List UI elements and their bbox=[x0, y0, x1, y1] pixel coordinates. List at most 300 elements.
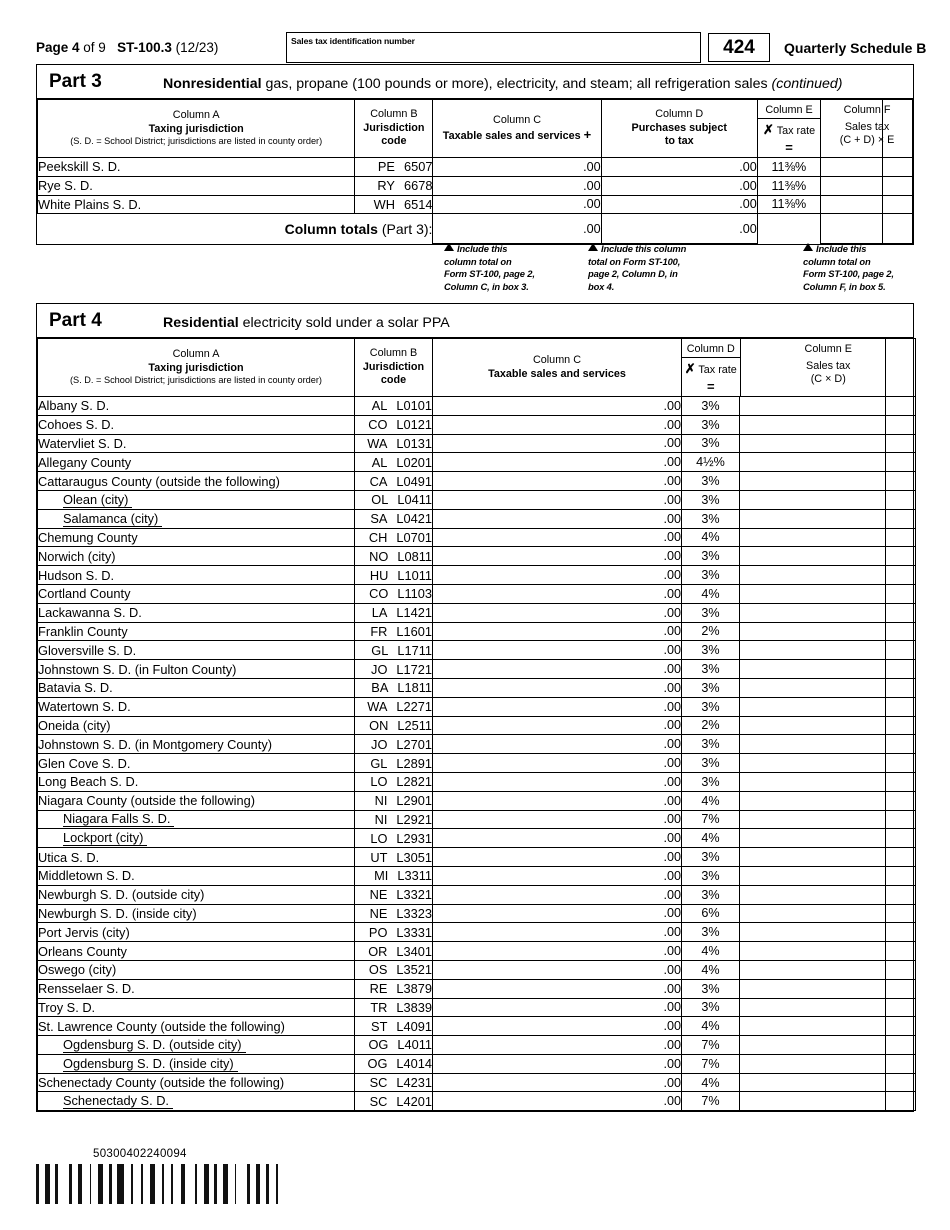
jurisdiction-code-cell: PO L3331 bbox=[355, 923, 433, 942]
tax-rate-cell: 3% bbox=[682, 472, 740, 491]
cents-cell[interactable] bbox=[886, 566, 916, 585]
cents-cell[interactable] bbox=[886, 660, 916, 679]
taxable-sales-input[interactable]: .00 bbox=[433, 509, 682, 528]
barcode-number: 50300402240094 bbox=[93, 1148, 187, 1160]
part-4-col-a-header bbox=[38, 339, 355, 397]
tax-rate-cell: 3% bbox=[682, 547, 740, 566]
part-4-desc-bold: Residential bbox=[163, 315, 239, 331]
part-4-table bbox=[37, 338, 916, 1111]
jurisdiction-code-cell: JO L2701 bbox=[355, 735, 433, 754]
sales-tax-input[interactable] bbox=[740, 810, 886, 829]
tax-rate-cell: 3% bbox=[682, 509, 740, 528]
p4-col-e-sub: (C × D) bbox=[810, 372, 846, 385]
sales-tax-input[interactable] bbox=[740, 415, 886, 434]
jurisdiction-code-cell: CO L1103 bbox=[355, 584, 433, 603]
sales-tax-input[interactable] bbox=[740, 397, 886, 416]
table-row bbox=[38, 509, 916, 528]
jurisdiction-cell bbox=[38, 810, 355, 829]
jurisdiction-code-cell: SC L4231 bbox=[355, 1073, 433, 1092]
jurisdiction-code-cell: WA L0131 bbox=[355, 434, 433, 453]
table-row bbox=[38, 434, 916, 453]
sales-tax-input[interactable] bbox=[740, 584, 886, 603]
sales-tax-input[interactable] bbox=[740, 791, 886, 810]
part-4-section bbox=[36, 303, 914, 1112]
tax-rate-cell: 3% bbox=[682, 566, 740, 585]
jurisdiction-cell: Cohoes S. D. bbox=[38, 415, 355, 434]
p4-col-e-title: Sales tax bbox=[806, 359, 851, 372]
cents-cell[interactable] bbox=[886, 622, 916, 641]
cents-cell[interactable] bbox=[886, 772, 916, 791]
schedule-title: Quarterly Schedule B bbox=[784, 40, 927, 56]
jurisdiction-cell bbox=[38, 1092, 355, 1111]
sales-tax-input[interactable] bbox=[740, 1073, 886, 1092]
cents-cell[interactable] bbox=[886, 453, 916, 472]
sales-tax-input[interactable] bbox=[740, 979, 886, 998]
col-b-title1: Jurisdiction bbox=[363, 121, 425, 134]
sales-tax-input[interactable] bbox=[740, 603, 886, 622]
sales-tax-id-field[interactable] bbox=[286, 32, 701, 63]
tax-rate-cell: 3% bbox=[682, 641, 740, 660]
jurisdiction-cell: Batavia S. D. bbox=[38, 678, 355, 697]
cents-cell[interactable] bbox=[886, 490, 916, 509]
equals-icon: = bbox=[785, 140, 793, 155]
jurisdiction-code-cell: ON L2511 bbox=[355, 716, 433, 735]
tax-rate-cell: 7% bbox=[682, 810, 740, 829]
taxable-sales-input[interactable]: .00 bbox=[433, 566, 682, 585]
page-identifier bbox=[36, 40, 218, 55]
jurisdiction-cell: Oswego (city) bbox=[38, 960, 355, 979]
cents-cell[interactable] bbox=[882, 158, 912, 177]
table-row bbox=[38, 716, 916, 735]
sales-tax-input[interactable] bbox=[820, 158, 882, 177]
part-3-total-cents[interactable] bbox=[882, 214, 912, 244]
page-count-label: of 9 bbox=[79, 40, 106, 55]
sales-tax-input[interactable] bbox=[740, 434, 886, 453]
taxable-sales-input[interactable]: .00 bbox=[433, 866, 682, 885]
table-row bbox=[38, 942, 916, 961]
part-3-col-c-header bbox=[433, 100, 601, 158]
part-4-label: Part 4 bbox=[49, 310, 102, 331]
part-3-header-row bbox=[38, 100, 913, 158]
jurisdiction-code-cell: LA L1421 bbox=[355, 603, 433, 622]
col-b-title2: code bbox=[381, 135, 407, 148]
tax-rate-cell: 3% bbox=[682, 998, 740, 1017]
sales-tax-input[interactable] bbox=[740, 866, 886, 885]
jurisdiction-cell bbox=[38, 509, 355, 528]
table-row bbox=[38, 772, 916, 791]
cents-cell[interactable] bbox=[886, 434, 916, 453]
jurisdiction-code-cell: OG L4011 bbox=[355, 1036, 433, 1055]
table-row bbox=[38, 528, 916, 547]
totals-label-bold: Column totals bbox=[284, 221, 378, 238]
jurisdiction-cell: Utica S. D. bbox=[38, 848, 355, 867]
table-row bbox=[38, 415, 916, 434]
cents-cell[interactable] bbox=[886, 716, 916, 735]
tax-rate-cell: 3% bbox=[682, 754, 740, 773]
tax-rate-cell: 3% bbox=[682, 848, 740, 867]
taxable-sales-input[interactable]: .00 bbox=[433, 904, 682, 923]
tax-rate-cell: 11⅜% bbox=[757, 176, 820, 195]
taxable-sales-input[interactable]: .00 bbox=[433, 158, 601, 177]
sales-tax-input[interactable] bbox=[740, 848, 886, 867]
tax-rate-cell: 2% bbox=[682, 716, 740, 735]
sales-tax-input[interactable] bbox=[740, 697, 886, 716]
cents-cell[interactable] bbox=[886, 397, 916, 416]
part-3-description bbox=[163, 76, 842, 92]
taxable-sales-input[interactable]: .00 bbox=[433, 584, 682, 603]
tax-rate-cell: 3% bbox=[682, 772, 740, 791]
taxable-sales-input[interactable]: .00 bbox=[433, 641, 682, 660]
taxable-sales-input[interactable]: .00 bbox=[433, 176, 601, 195]
jurisdiction-cell: Rye S. D. bbox=[38, 176, 355, 195]
jurisdiction-code-cell: OG L4014 bbox=[355, 1054, 433, 1073]
taxable-sales-input[interactable]: .00 bbox=[433, 678, 682, 697]
cents-cell[interactable] bbox=[886, 904, 916, 923]
cents-cell[interactable] bbox=[882, 195, 912, 214]
jurisdiction-code-cell: RE L3879 bbox=[355, 979, 433, 998]
taxable-sales-input[interactable]: .00 bbox=[433, 528, 682, 547]
triangle-up-icon bbox=[444, 243, 454, 251]
sales-tax-input[interactable] bbox=[740, 678, 886, 697]
col-f-name: Column F bbox=[843, 104, 891, 117]
cents-cell[interactable] bbox=[886, 509, 916, 528]
p4-col-b-title1: Jurisdiction bbox=[362, 360, 425, 373]
form-code-badge: 424 bbox=[708, 33, 770, 62]
jurisdiction-cell: Oneida (city) bbox=[38, 716, 355, 735]
jurisdiction-code-cell: CA L0491 bbox=[355, 472, 433, 491]
jurisdiction-cell bbox=[38, 490, 355, 509]
col-e-name: Column E bbox=[765, 104, 813, 116]
table-row bbox=[38, 566, 916, 585]
table-row bbox=[38, 547, 916, 566]
cents-cell[interactable] bbox=[886, 791, 916, 810]
tax-rate-cell: 4% bbox=[682, 960, 740, 979]
table-row bbox=[38, 998, 916, 1017]
cents-cell[interactable] bbox=[886, 829, 916, 848]
sales-tax-input[interactable] bbox=[740, 772, 886, 791]
table-row bbox=[38, 660, 916, 679]
part-3-total-taxable[interactable]: .00 bbox=[433, 214, 601, 244]
col-f-sub: (C + D) × E bbox=[839, 133, 895, 146]
tax-rate-cell: 3% bbox=[682, 678, 740, 697]
cents-cell[interactable] bbox=[886, 1092, 916, 1111]
table-row bbox=[38, 697, 916, 716]
cents-cell[interactable] bbox=[886, 472, 916, 491]
jurisdiction-label: Schenectady S. D. bbox=[63, 1093, 173, 1109]
part-4-col-c-header bbox=[433, 339, 682, 397]
sales-tax-input[interactable] bbox=[740, 754, 886, 773]
part-3-desc-italic: (continued) bbox=[771, 76, 843, 92]
cents-cell[interactable] bbox=[886, 885, 916, 904]
tax-rate-cell: 3% bbox=[682, 660, 740, 679]
jurisdiction-code-cell: MI L3311 bbox=[355, 866, 433, 885]
taxable-sales-input[interactable]: .00 bbox=[433, 998, 682, 1017]
sales-tax-input[interactable] bbox=[740, 1092, 886, 1111]
jurisdiction-cell: Albany S. D. bbox=[38, 397, 355, 416]
taxable-sales-input[interactable]: .00 bbox=[433, 453, 682, 472]
col-a-title: Taxing jurisdiction bbox=[148, 122, 244, 135]
cents-cell[interactable] bbox=[886, 1036, 916, 1055]
jurisdiction-cell: Gloversville S. D. bbox=[38, 641, 355, 660]
table-row bbox=[38, 472, 916, 491]
jurisdiction-code-cell: CO L0121 bbox=[355, 415, 433, 434]
cents-cell[interactable] bbox=[886, 584, 916, 603]
tax-rate-cell: 3% bbox=[682, 490, 740, 509]
sales-tax-input[interactable] bbox=[740, 490, 886, 509]
taxable-sales-input[interactable]: .00 bbox=[433, 810, 682, 829]
part-3-total-salestax[interactable] bbox=[820, 214, 882, 244]
multiply-icon: ✗ bbox=[684, 361, 696, 376]
table-row bbox=[38, 829, 916, 848]
tax-rate-cell: 3% bbox=[682, 434, 740, 453]
taxable-sales-input[interactable]: .00 bbox=[433, 547, 682, 566]
cents-cell[interactable] bbox=[886, 754, 916, 773]
taxable-sales-input[interactable]: .00 bbox=[433, 697, 682, 716]
jurisdiction-code-cell: OL L0411 bbox=[355, 490, 433, 509]
p4-col-c-name: Column C bbox=[532, 354, 581, 367]
jurisdiction-code-cell: OR L3401 bbox=[355, 942, 433, 961]
jurisdiction-cell: Cortland County bbox=[38, 584, 355, 603]
table-row bbox=[38, 158, 913, 177]
jurisdiction-cell: Troy S. D. bbox=[38, 998, 355, 1017]
cents-cell[interactable] bbox=[886, 960, 916, 979]
tax-rate-cell: 3% bbox=[682, 979, 740, 998]
taxable-sales-input[interactable]: .00 bbox=[433, 434, 682, 453]
sales-tax-input[interactable] bbox=[740, 1054, 886, 1073]
table-row bbox=[38, 1092, 916, 1111]
taxable-sales-input[interactable]: .00 bbox=[433, 397, 682, 416]
tax-rate-cell: 11⅜% bbox=[757, 195, 820, 214]
col-e-title: Tax rate bbox=[776, 125, 816, 137]
table-row bbox=[38, 848, 916, 867]
part-3-table bbox=[37, 99, 913, 244]
sales-tax-input[interactable] bbox=[740, 1017, 886, 1036]
taxable-sales-input[interactable]: .00 bbox=[433, 979, 682, 998]
table-row bbox=[38, 960, 916, 979]
triangle-up-icon bbox=[588, 243, 598, 251]
cents-cell[interactable] bbox=[886, 547, 916, 566]
table-row bbox=[38, 1073, 916, 1092]
plus-icon: + bbox=[583, 127, 592, 142]
jurisdiction-cell bbox=[38, 1036, 355, 1055]
jurisdiction-code-cell: ST L4091 bbox=[355, 1017, 433, 1036]
tax-rate-cell: 3% bbox=[682, 697, 740, 716]
taxable-sales-input[interactable]: .00 bbox=[433, 660, 682, 679]
jurisdiction-code-cell: SA L0421 bbox=[355, 509, 433, 528]
taxable-sales-input[interactable]: .00 bbox=[433, 1073, 682, 1092]
form-revision-label: (12/23) bbox=[175, 40, 219, 55]
sales-tax-input[interactable] bbox=[740, 547, 886, 566]
sales-tax-input[interactable] bbox=[740, 472, 886, 491]
taxable-sales-input[interactable]: .00 bbox=[433, 791, 682, 810]
sales-tax-input[interactable] bbox=[740, 735, 886, 754]
sales-tax-input[interactable] bbox=[740, 1036, 886, 1055]
page-header bbox=[36, 32, 927, 64]
jurisdiction-cell: Johnstown S. D. (in Fulton County) bbox=[38, 660, 355, 679]
barcode-image bbox=[36, 1164, 287, 1204]
col-d-title2: to tax bbox=[664, 135, 694, 148]
jurisdiction-cell: Newburgh S. D. (inside city) bbox=[38, 904, 355, 923]
purchases-subject-input[interactable]: .00 bbox=[601, 158, 757, 177]
cents-cell[interactable] bbox=[886, 979, 916, 998]
cents-cell[interactable] bbox=[886, 528, 916, 547]
part-3-col-a-header bbox=[38, 100, 355, 158]
table-row bbox=[38, 1036, 916, 1055]
table-row bbox=[38, 603, 916, 622]
jurisdiction-code-cell: NI L2901 bbox=[355, 791, 433, 810]
taxable-sales-input[interactable]: .00 bbox=[433, 195, 601, 214]
multiply-icon: ✗ bbox=[762, 122, 774, 137]
taxable-sales-input[interactable]: .00 bbox=[433, 1017, 682, 1036]
jurisdiction-label: Ogdensburg S. D. (outside city) bbox=[63, 1037, 246, 1053]
taxable-sales-input[interactable]: .00 bbox=[433, 754, 682, 773]
tax-rate-cell: 3% bbox=[682, 415, 740, 434]
taxable-sales-input[interactable]: .00 bbox=[433, 622, 682, 641]
jurisdiction-code-cell: OS L3521 bbox=[355, 960, 433, 979]
tax-rate-cell: 4% bbox=[682, 829, 740, 848]
sales-tax-input[interactable] bbox=[740, 885, 886, 904]
sales-tax-input[interactable] bbox=[740, 660, 886, 679]
cents-cell[interactable] bbox=[886, 923, 916, 942]
p4-col-d-name: Column D bbox=[686, 343, 735, 355]
col-d-name: Column D bbox=[655, 108, 704, 121]
cents-cell[interactable] bbox=[886, 998, 916, 1017]
cents-cell[interactable] bbox=[886, 1073, 916, 1092]
sales-tax-input[interactable] bbox=[740, 923, 886, 942]
taxable-sales-input[interactable]: .00 bbox=[433, 848, 682, 867]
taxable-sales-input[interactable]: .00 bbox=[433, 1054, 682, 1073]
taxable-sales-input[interactable]: .00 bbox=[433, 960, 682, 979]
part-3-title-row bbox=[37, 65, 913, 99]
part-3-rows bbox=[38, 158, 913, 214]
jurisdiction-cell: Port Jervis (city) bbox=[38, 923, 355, 942]
sales-tax-input[interactable] bbox=[740, 716, 886, 735]
taxable-sales-input[interactable]: .00 bbox=[433, 1036, 682, 1055]
taxable-sales-input[interactable]: .00 bbox=[433, 603, 682, 622]
jurisdiction-cell: Norwich (city) bbox=[38, 547, 355, 566]
taxable-sales-input[interactable]: .00 bbox=[433, 472, 682, 491]
cents-cell[interactable] bbox=[886, 603, 916, 622]
sales-tax-input[interactable] bbox=[820, 176, 882, 195]
jurisdiction-code-cell: UT L3051 bbox=[355, 848, 433, 867]
sales-tax-input[interactable] bbox=[740, 942, 886, 961]
p4-col-a-sub: (S. D. = School District; jurisdictions are listed in county order) bbox=[70, 375, 322, 386]
sales-tax-input[interactable] bbox=[740, 960, 886, 979]
col-b-name: Column B bbox=[370, 108, 418, 121]
jurisdiction-cell bbox=[38, 829, 355, 848]
jurisdiction-label: Olean (city) bbox=[63, 492, 132, 508]
tax-rate-cell: 7% bbox=[682, 1092, 740, 1111]
jurisdiction-code-cell: NE L3321 bbox=[355, 885, 433, 904]
tax-rate-cell: 4% bbox=[682, 528, 740, 547]
purchases-subject-input[interactable]: .00 bbox=[601, 195, 757, 214]
taxable-sales-input[interactable]: .00 bbox=[433, 716, 682, 735]
taxable-sales-input[interactable]: .00 bbox=[433, 735, 682, 754]
part-3-total-purchases[interactable]: .00 bbox=[601, 214, 757, 244]
table-row bbox=[38, 885, 916, 904]
cents-cell[interactable] bbox=[886, 641, 916, 660]
jurisdiction-cell: Watervliet S. D. bbox=[38, 434, 355, 453]
jurisdiction-code-cell: FR L1601 bbox=[355, 622, 433, 641]
sales-tax-input[interactable] bbox=[740, 509, 886, 528]
jurisdiction-cell: Rensselaer S. D. bbox=[38, 979, 355, 998]
taxable-sales-input[interactable]: .00 bbox=[433, 772, 682, 791]
jurisdiction-code-cell: GL L1711 bbox=[355, 641, 433, 660]
tax-rate-cell: 4% bbox=[682, 1017, 740, 1036]
jurisdiction-code-cell: WA L2271 bbox=[355, 697, 433, 716]
cents-cell[interactable] bbox=[886, 848, 916, 867]
page-number-label: Page 4 bbox=[36, 40, 80, 55]
sales-tax-input[interactable] bbox=[740, 566, 886, 585]
sales-tax-input[interactable] bbox=[740, 998, 886, 1017]
table-row bbox=[38, 453, 916, 472]
purchases-subject-input[interactable]: .00 bbox=[601, 176, 757, 195]
jurisdiction-code-cell: NO L0811 bbox=[355, 547, 433, 566]
cents-cell[interactable] bbox=[886, 866, 916, 885]
cents-cell[interactable] bbox=[886, 1054, 916, 1073]
sales-tax-input[interactable] bbox=[740, 453, 886, 472]
part-3-totals-label bbox=[38, 214, 433, 244]
cents-cell[interactable] bbox=[886, 942, 916, 961]
taxable-sales-input[interactable]: .00 bbox=[433, 490, 682, 509]
taxable-sales-input[interactable]: .00 bbox=[433, 829, 682, 848]
taxable-sales-input[interactable]: .00 bbox=[433, 885, 682, 904]
cents-cell[interactable] bbox=[886, 697, 916, 716]
cents-cell[interactable] bbox=[886, 415, 916, 434]
part-3-totals-row bbox=[38, 214, 913, 244]
tax-rate-cell: 3% bbox=[682, 603, 740, 622]
cents-cell[interactable] bbox=[886, 1017, 916, 1036]
totals-label-rest: (Part 3): bbox=[377, 221, 433, 238]
part-4-header-row bbox=[38, 339, 916, 397]
table-row bbox=[38, 754, 916, 773]
cents-cell[interactable] bbox=[882, 176, 912, 195]
taxable-sales-input[interactable]: .00 bbox=[433, 415, 682, 434]
sales-tax-input[interactable] bbox=[740, 641, 886, 660]
sales-tax-input[interactable] bbox=[740, 829, 886, 848]
taxable-sales-input[interactable]: .00 bbox=[433, 923, 682, 942]
footnote-column-c: Include this column total on Form ST-100, page 2, Column C, in box 3. bbox=[444, 243, 535, 293]
jurisdiction-cell: St. Lawrence County (outside the following) bbox=[38, 1017, 355, 1036]
col-c-title: Taxable sales and services bbox=[442, 130, 581, 142]
cents-cell[interactable] bbox=[886, 735, 916, 754]
jurisdiction-cell: Newburgh S. D. (outside city) bbox=[38, 885, 355, 904]
part-4-title-row bbox=[37, 304, 913, 338]
tax-rate-cell: 4% bbox=[682, 942, 740, 961]
part-3-label: Part 3 bbox=[49, 71, 102, 92]
cents-cell[interactable] bbox=[886, 678, 916, 697]
sales-tax-id-label: Sales tax identification number bbox=[291, 36, 415, 46]
jurisdiction-code-cell: BA L1811 bbox=[355, 678, 433, 697]
part-3-col-d-header bbox=[601, 100, 757, 158]
cents-cell[interactable] bbox=[886, 810, 916, 829]
table-row bbox=[38, 1017, 916, 1036]
sales-tax-input[interactable] bbox=[820, 195, 882, 214]
part-4-description bbox=[163, 315, 450, 331]
tax-rate-cell: 6% bbox=[682, 904, 740, 923]
sales-tax-input[interactable] bbox=[740, 904, 886, 923]
taxable-sales-input[interactable]: .00 bbox=[433, 942, 682, 961]
taxable-sales-input[interactable]: .00 bbox=[433, 1092, 682, 1111]
part-3-desc-rest: gas, propane (100 pounds or more), electricity, and steam; all refrigeration sales bbox=[261, 76, 772, 92]
jurisdiction-code-cell: TR L3839 bbox=[355, 998, 433, 1017]
p4-col-b-name: Column B bbox=[369, 347, 418, 360]
sales-tax-input[interactable] bbox=[740, 622, 886, 641]
part-3-col-b-header bbox=[355, 100, 433, 158]
sales-tax-input[interactable] bbox=[740, 528, 886, 547]
p4-col-a-title: Taxing jurisdiction bbox=[148, 361, 244, 374]
jurisdiction-code-cell: CH L0701 bbox=[355, 528, 433, 547]
